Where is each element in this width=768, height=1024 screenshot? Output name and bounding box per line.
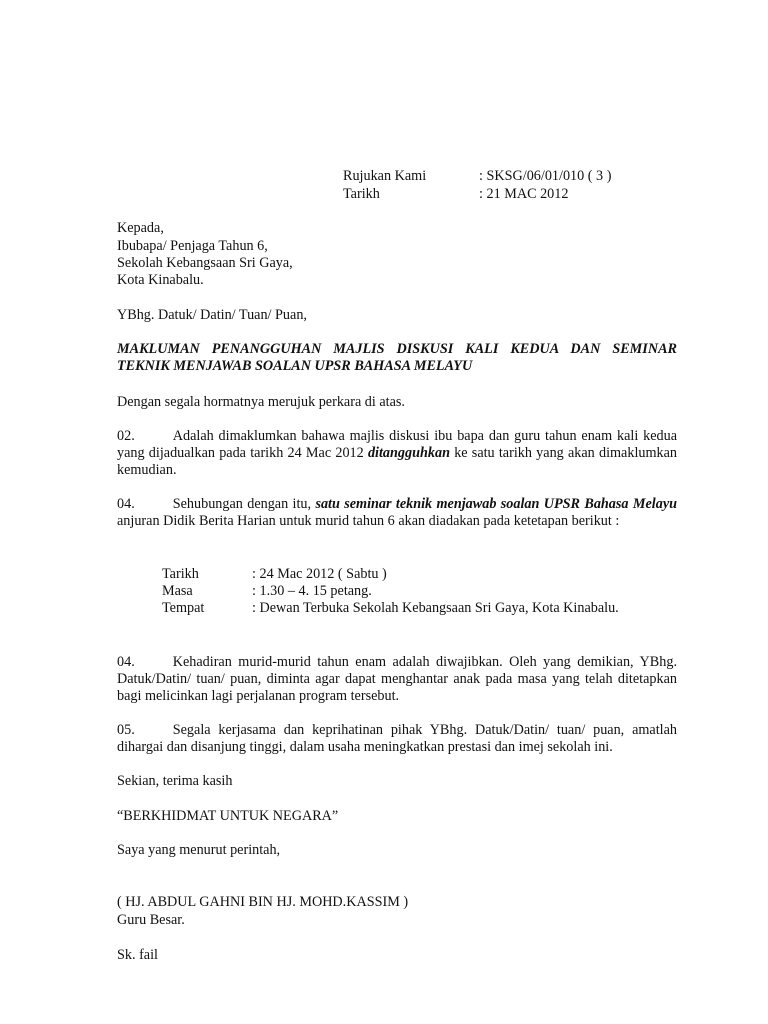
detail-row-time bbox=[162, 583, 372, 600]
paragraph-number: 04. bbox=[117, 496, 135, 512]
paragraph-05 bbox=[117, 722, 677, 756]
detail-label: Masa bbox=[162, 583, 193, 599]
emphasis-text: ditangguhkan bbox=[367, 445, 450, 461]
paragraph-text: Kehadiran murid-murid tahun enam adalah diwajibkan. Oleh yang demikian, YBhg. Datuk/Datin/ tuan/ puan, diminta agar dapat menghantar anak pada masa yang telah ditetapkan bagi melicinkan lagi perjalanan program tersebut. bbox=[117, 654, 677, 704]
signer-title: Guru Besar. bbox=[117, 912, 185, 928]
paragraph-text: anjuran Didik Berita Harian untuk murid tahun 6 akan diadakan pada ketetapan berikut : bbox=[117, 513, 620, 529]
signer-name: ( HJ. ABDUL GAHNI BIN HJ. MOHD.KASSIM ) bbox=[117, 894, 409, 910]
detail-value: : 1.30 – 4. 15 petang. bbox=[252, 583, 372, 599]
salutation: YBhg. Datuk/ Datin/ Tuan/ Puan, bbox=[117, 307, 307, 323]
opening-line: Dengan segala hormatnya merujuk perkara di atas. bbox=[117, 394, 405, 410]
reference-value: : SKSG/06/01/010 ( 3 ) bbox=[479, 168, 612, 184]
recipient-line: Kepada, bbox=[117, 220, 164, 236]
paragraph-number: 05. bbox=[117, 722, 135, 738]
paragraph-text: Segala kerjasama dan keprihatinan pihak YBhg. Datuk/Datin/ tuan/ puan, amatlah dihargai dan disanjung tinggi, dalam usaha meningkatkan prestasi dan imej sekolah ini. bbox=[117, 722, 677, 755]
paragraph-02 bbox=[117, 428, 677, 479]
detail-label: Tempat bbox=[162, 600, 205, 616]
order-line: Saya yang menurut perintah, bbox=[117, 842, 281, 858]
paragraph-number: 04. bbox=[117, 654, 135, 670]
reference-label: Rujukan Kami bbox=[343, 168, 427, 184]
cc-line: Sk. fail bbox=[117, 947, 158, 963]
paragraph-text: Sehubungan dengan itu, bbox=[172, 496, 316, 512]
detail-value: : 24 Mac 2012 ( Sabtu ) bbox=[252, 566, 387, 582]
detail-row-date bbox=[162, 566, 387, 583]
subject-line: TEKNIK MENJAWAB SOALAN UPSR BAHASA MELAYU bbox=[117, 358, 473, 374]
closing-line: Sekian, terima kasih bbox=[117, 773, 233, 789]
detail-row-place bbox=[162, 600, 619, 617]
paragraph-04-attendance bbox=[117, 654, 677, 705]
subject-heading bbox=[117, 341, 677, 375]
emphasis-text: satu seminar teknik menjawab soalan UPSR Bahasa Melayu bbox=[315, 496, 678, 512]
subject-line: MAKLUMAN PENANGGUHAN MAJLIS DISKUSI KALI KEDUA DAN SEMINAR bbox=[117, 341, 677, 357]
detail-label: Tarikh bbox=[162, 566, 199, 582]
recipient-line: Kota Kinabalu. bbox=[117, 272, 204, 288]
date-label: Tarikh bbox=[343, 186, 380, 202]
recipient-line: Ibubapa/ Penjaga Tahun 6, bbox=[117, 238, 268, 254]
paragraph-number: 02. bbox=[117, 428, 135, 444]
detail-value: : Dewan Terbuka Sekolah Kebangsaan Sri Gaya, Kota Kinabalu. bbox=[252, 600, 619, 616]
recipient-line: Sekolah Kebangsaan Sri Gaya, bbox=[117, 255, 293, 271]
paragraph-04-seminar bbox=[117, 496, 677, 530]
paragraph-text: Adalah dimaklumkan bahawa majlis diskusi ibu bapa dan guru tahun enam kali kedua yang dijadualkan pada tarikh 24 Mac 2012 bbox=[117, 428, 677, 461]
motto: “BERKHIDMAT UNTUK NEGARA” bbox=[117, 808, 339, 824]
paragraph-text: ke satu tarikh yang akan dimaklumkan kemudian. bbox=[117, 445, 677, 478]
date-value: : 21 MAC 2012 bbox=[479, 186, 569, 202]
